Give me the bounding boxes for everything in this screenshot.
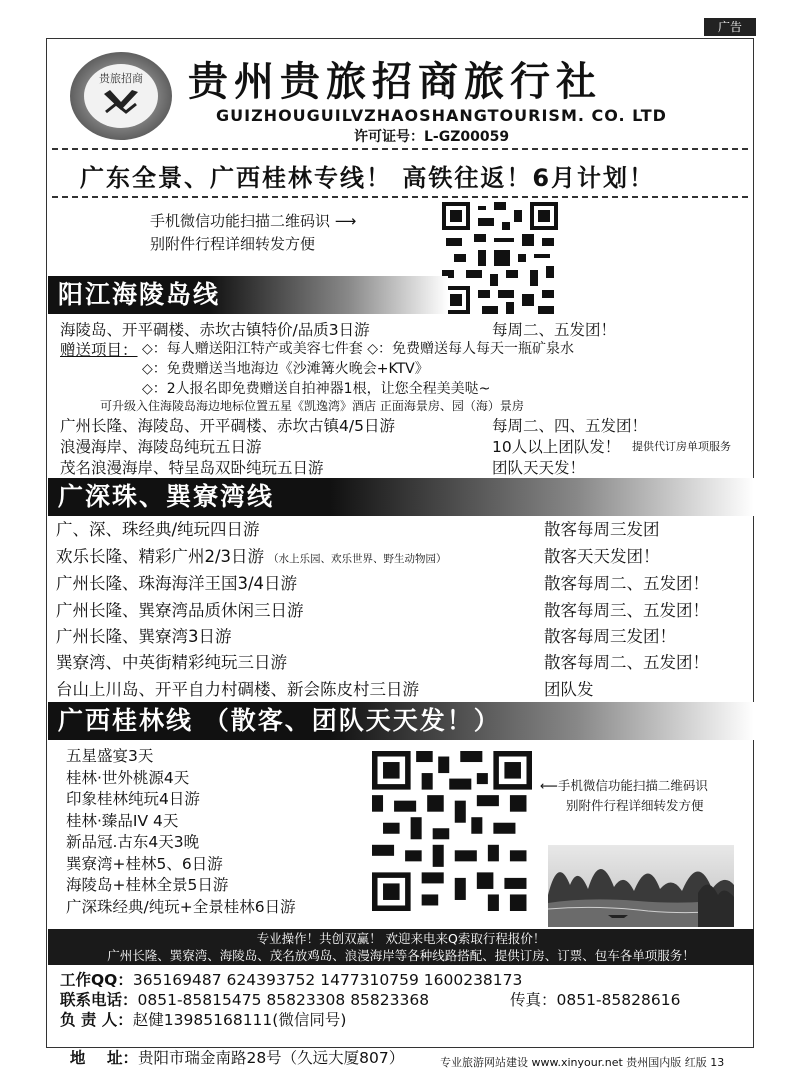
route-item: 浪漫海岸、海陵岛纯玩五日游 (60, 438, 262, 456)
gift-item: ◇：每人赠送阳江特产或美容七件套 ◇：免费赠送每人每天一瓶矿泉水 (142, 341, 574, 357)
guilin-landscape-photo (548, 845, 734, 927)
guilin-route-item: 广深珠经典/纯玩+全景桂林6日游 (66, 897, 296, 916)
service-bar: 专业操作！共创双赢！ 欢迎来电来Q索取行程报价！ 广州长隆、巽寮湾、海陵岛、茂名放鸡岛、浪漫海岸等各种线路搭配、提供订房、订票、包车各单项服务！ (48, 929, 754, 965)
gift-item: ◇：2人报名即免费赠送自拍神器1根，让您全程美美哒~ (142, 381, 491, 397)
qr-code-guilin[interactable] (372, 750, 532, 912)
guilin-route-item: 五星盛宴3天 (66, 747, 154, 765)
route-service-note: 提供代订房单项服务 (632, 440, 731, 453)
route-schedule: 每周二、四、五发团！ (492, 417, 648, 435)
route-item: 欢乐长隆、精彩广州2/3日游 (56, 547, 265, 566)
page-footer: 专业旅游网站建设 www.xinyour.net 贵州国内版 红版 13 (440, 1056, 725, 1069)
route-schedule: 散客每周二、五发团！ (544, 574, 709, 593)
qr-note-top: 手机微信功能扫描二维码识 ⟶ 别附件行程详细转发方便 (150, 212, 357, 253)
route-item: 广州长隆、珠海海洋王国3/4日游 (56, 574, 298, 593)
ad-tag: 广告 (704, 18, 756, 36)
contact-qq: 工作QQ：365169487 624393752 1477310759 1600238173 (60, 971, 523, 989)
route-item-with-note (56, 543, 447, 567)
route-item: 广州长隆、巽寮湾品质休闲三日游 (56, 601, 304, 620)
route-schedule: 10人以上团队发！ (492, 438, 621, 456)
guilin-route-item: 新品冠.古东4天3晚 (66, 833, 200, 851)
hotel-upgrade-note: 可升级入住海陵岛海边地标位置五星《凯逸湾》酒店 正面海景房、园（海）景房 (100, 399, 524, 413)
route-item: 海陵岛、开平碉楼、赤坎古镇特价/品质3日游 (60, 321, 370, 339)
route-schedule: 散客每周三发团 (544, 520, 660, 539)
license-number: 许可证号：L-GZ00059 (354, 129, 510, 145)
divider (52, 148, 748, 150)
section-header-gsz: 广深珠、巽寮湾线 (48, 478, 754, 516)
contact-address: 地 址：贵阳市瑞金南路28号（久远大厦807） (69, 1049, 405, 1067)
company-logo (70, 52, 172, 140)
route-schedule: 散客每周二、五发团！ (544, 653, 709, 672)
guilin-route-item: 巽寮湾+桂林5、6日游 (66, 854, 223, 873)
route-schedule: 团队天天发！ (492, 459, 586, 477)
route-schedule: 散客每周三、五发团！ (544, 601, 709, 620)
route-note: （水上乐园、欢乐世界、野生动物园） (268, 553, 447, 565)
guilin-route-item: 印象桂林纯玩4日游 (66, 790, 200, 808)
route-item: 台山上川岛、开平自力村碉楼、新会陈皮村三日游 (56, 680, 419, 699)
company-title: 贵州贵旅招商旅行社 (188, 58, 602, 105)
section-header-yangjiang: 阳江海陵岛线 (48, 276, 448, 314)
guilin-route-item: 海陵岛+桂林全景5日游 (66, 876, 229, 894)
section-header-guilin: 广西桂林线 （散客、团队天天发！） (48, 702, 754, 740)
contact-fax: 传真：0851-85828616 (510, 991, 681, 1009)
logo-text: 贵旅招商 (99, 72, 143, 85)
route-schedule: 散客每周三发团！ (544, 627, 676, 646)
contact-phone: 联系电话：0851-85815475 85823308 85823368 (60, 991, 430, 1009)
guilin-route-item: 桂林·世外桃源4天 (66, 768, 190, 787)
route-item: 广州长隆、巽寮湾3日游 (56, 627, 232, 646)
contact-person: 负 责 人：赵健13985168111(微信同号) (60, 1011, 347, 1029)
route-item: 广州长隆、海陵岛、开平碉楼、赤坎古镇4/5日游 (60, 417, 395, 435)
route-item: 茂名浪漫海岸、特呈岛双卧纯玩五日游 (60, 459, 324, 477)
gift-item: ◇：免费赠送当地海边《沙滩篝火晚会+KTV》 (142, 361, 429, 377)
qr-code-top[interactable] (442, 202, 558, 314)
gift-label: 赠送项目： (60, 341, 138, 359)
logo-mark-icon (102, 86, 140, 116)
route-item: 广、深、珠经典/纯玩四日游 (56, 520, 260, 539)
qr-note-mid: ⟵手机微信功能扫描二维码识 别附件行程详细转发方便 (540, 778, 708, 813)
divider (52, 196, 748, 198)
company-subtitle: GUIZHOUGUILVZHAOSHANGTOURISM. CO. LTD (216, 106, 667, 125)
route-item: 巽寮湾、中英街精彩纯玩三日游 (56, 653, 287, 672)
route-schedule: 每周二、五发团！ (492, 321, 617, 339)
route-schedule: 团队发 (544, 680, 594, 699)
route-schedule: 散客天天发团！ (544, 547, 660, 566)
guilin-route-item: 桂林·臻品IV 4天 (66, 811, 179, 830)
promo-banner: 广东全景、广西桂林专线！ 高铁往返！6月计划！ (80, 164, 656, 192)
